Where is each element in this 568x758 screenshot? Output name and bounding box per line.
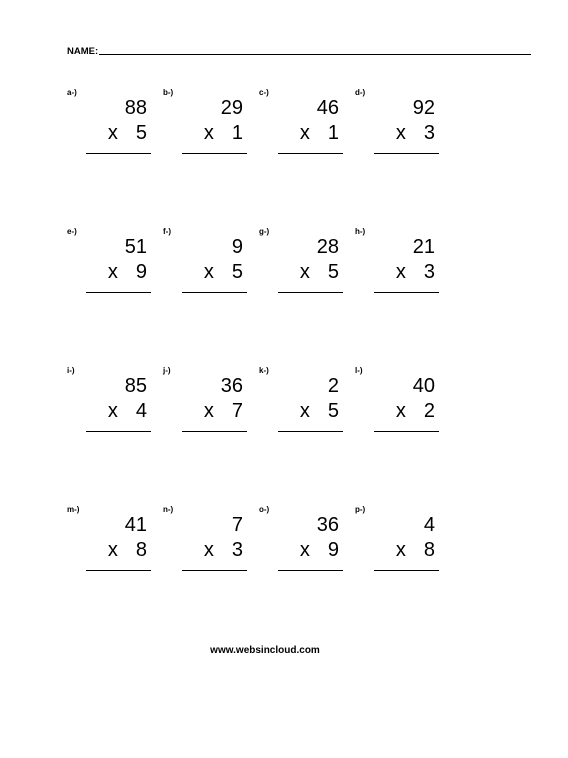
multiplier-row — [204, 262, 243, 282]
footer-website: www.websincloud.com — [210, 645, 320, 656]
multiply-sign: x — [299, 122, 310, 144]
top-number: 36 — [220, 375, 243, 397]
bottom-number: 2 — [423, 400, 435, 422]
name-field — [67, 40, 531, 56]
multiplier-row — [300, 262, 339, 282]
bottom-number: 8 — [135, 539, 147, 561]
answer-line[interactable] — [86, 570, 151, 571]
multiplier-row — [396, 401, 435, 421]
problem-label: h-) — [355, 227, 366, 236]
multiplier-row — [204, 401, 243, 421]
problem-label: k-) — [259, 366, 269, 375]
multiply-sign: x — [203, 122, 214, 144]
multiplier-row — [108, 401, 147, 421]
bottom-number: 5 — [231, 261, 243, 283]
multiply-sign: x — [395, 122, 406, 144]
problem-8 — [355, 228, 445, 308]
multiplier-row — [396, 262, 435, 282]
answer-line[interactable] — [182, 292, 247, 293]
bottom-number: 5 — [327, 261, 339, 283]
multiply-sign: x — [107, 539, 118, 561]
problem-13 — [67, 506, 157, 586]
top-number: 51 — [124, 236, 147, 258]
bottom-number: 4 — [135, 400, 147, 422]
multiplier-row — [300, 123, 339, 143]
multiplier-row — [300, 401, 339, 421]
multiplier-row — [204, 123, 243, 143]
answer-line[interactable] — [182, 570, 247, 571]
multiply-sign: x — [395, 400, 406, 422]
bottom-number: 1 — [231, 122, 243, 144]
multiply-sign: x — [299, 400, 310, 422]
top-number: 2 — [327, 375, 339, 397]
top-number: 28 — [316, 236, 339, 258]
problem-label: l-) — [355, 366, 363, 375]
name-blank-line[interactable] — [99, 54, 531, 55]
problem-label: a-) — [67, 88, 77, 97]
answer-line[interactable] — [374, 431, 439, 432]
multiplier-row — [108, 540, 147, 560]
problem-label: d-) — [355, 88, 366, 97]
problem-16 — [355, 506, 445, 586]
top-number: 41 — [124, 514, 147, 536]
top-number: 7 — [231, 514, 243, 536]
problem-7 — [259, 228, 349, 308]
answer-line[interactable] — [278, 292, 343, 293]
multiply-sign: x — [395, 261, 406, 283]
name-label: NAME: — [67, 45, 99, 57]
top-number: 85 — [124, 375, 147, 397]
problem-6 — [163, 228, 253, 308]
problem-label: p-) — [355, 505, 366, 514]
problem-14 — [163, 506, 253, 586]
bottom-number: 8 — [423, 539, 435, 561]
top-number: 46 — [316, 97, 339, 119]
bottom-number: 1 — [327, 122, 339, 144]
bottom-number: 5 — [135, 122, 147, 144]
problem-label: f-) — [163, 227, 171, 236]
top-number: 36 — [316, 514, 339, 536]
problem-11 — [259, 367, 349, 447]
top-number: 9 — [231, 236, 243, 258]
multiplier-row — [300, 540, 339, 560]
problem-label: i-) — [67, 366, 75, 375]
problem-label: n-) — [163, 505, 174, 514]
problem-label: e-) — [67, 227, 77, 236]
multiplier-row — [396, 540, 435, 560]
multiply-sign: x — [203, 400, 214, 422]
top-number: 21 — [412, 236, 435, 258]
problem-15 — [259, 506, 349, 586]
bottom-number: 7 — [231, 400, 243, 422]
top-number: 88 — [124, 97, 147, 119]
problem-label: j-) — [163, 366, 171, 375]
multiply-sign: x — [395, 539, 406, 561]
bottom-number: 9 — [135, 261, 147, 283]
top-number: 4 — [423, 514, 435, 536]
multiplier-row — [108, 123, 147, 143]
top-number: 40 — [412, 375, 435, 397]
multiplier-row — [108, 262, 147, 282]
problem-label: o-) — [259, 505, 270, 514]
answer-line[interactable] — [278, 431, 343, 432]
answer-line[interactable] — [86, 153, 151, 154]
answer-line[interactable] — [374, 292, 439, 293]
problem-label: m-) — [67, 505, 80, 514]
bottom-number: 3 — [423, 122, 435, 144]
problem-label: c-) — [259, 88, 269, 97]
multiplier-row — [204, 540, 243, 560]
problem-10 — [163, 367, 253, 447]
multiply-sign: x — [107, 400, 118, 422]
problem-label: b-) — [163, 88, 174, 97]
bottom-number: 3 — [423, 261, 435, 283]
multiply-sign: x — [107, 122, 118, 144]
problem-5 — [67, 228, 157, 308]
answer-line[interactable] — [182, 153, 247, 154]
problem-4 — [355, 89, 445, 169]
answer-line[interactable] — [278, 570, 343, 571]
multiplier-row — [396, 123, 435, 143]
top-number: 92 — [412, 97, 435, 119]
answer-line[interactable] — [278, 153, 343, 154]
problem-2 — [163, 89, 253, 169]
multiply-sign: x — [299, 539, 310, 561]
answer-line[interactable] — [374, 153, 439, 154]
multiply-sign: x — [203, 539, 214, 561]
problem-3 — [259, 89, 349, 169]
problem-label: g-) — [259, 227, 270, 236]
bottom-number: 9 — [327, 539, 339, 561]
bottom-number: 3 — [231, 539, 243, 561]
answer-line[interactable] — [86, 431, 151, 432]
bottom-number: 5 — [327, 400, 339, 422]
multiply-sign: x — [107, 261, 118, 283]
problem-12 — [355, 367, 445, 447]
multiply-sign: x — [299, 261, 310, 283]
answer-line[interactable] — [86, 292, 151, 293]
problem-9 — [67, 367, 157, 447]
problem-1 — [67, 89, 157, 169]
answer-line[interactable] — [182, 431, 247, 432]
answer-line[interactable] — [374, 570, 439, 571]
multiply-sign: x — [203, 261, 214, 283]
top-number: 29 — [220, 97, 243, 119]
